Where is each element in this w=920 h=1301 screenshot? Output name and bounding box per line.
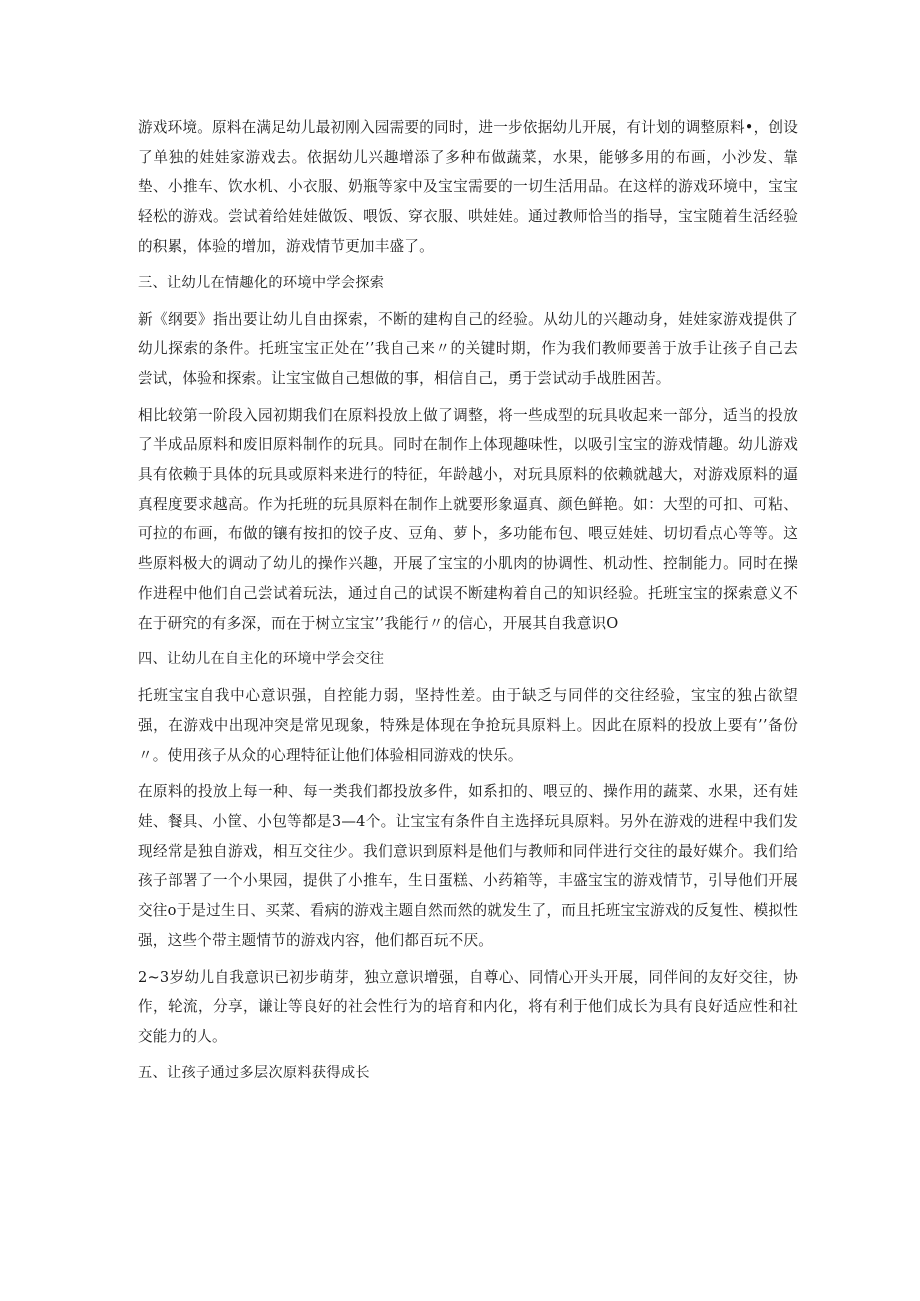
document-body bbox=[138, 113, 798, 1095]
paragraph-guidelines-exploration: 新《纲要》指出要让幼儿自由探索，不断的建构自己的经验。从幼儿的兴趣动身，娃娃家游戏提供了幼儿探索的条件。托班宝宝正处在’’我自己来〃的关键时期，作为我们教师要善于放手让孩子自己去尝试，体验和探索。让宝宝做自己想做的事，相信自己，勇于尝试动手战胜困苦。 bbox=[138, 310, 798, 387]
paragraph-social-development: 2~3岁幼儿自我意识已初步萌芽，独立意识增强，自尊心、同情心开头开展，同伴间的友好交往，协作，轮流，分享，谦让等良好的社会性行为的培育和内化，将有利于他们成长为具有良好适应性和社交能力的人。 bbox=[138, 968, 798, 1045]
paragraph-self-centered: 托班宝宝自我中心意识强，自控能力弱，坚持性差。由于缺乏与同伴的交往经验，宝宝的独占欲望强，在游戏中出现冲突是常见现象，特殊是体现在争抢玩具原料上。因此在原料的投放上要有’’备份〃。使用孩子从众的心理特征让他们体验相同游戏的快乐。 bbox=[138, 687, 798, 764]
paragraph-game-environment: 游戏环境。原料在满足幼儿最初刚入园需要的同时，进一步依据幼儿开展，有计划的调整原料•，创设了单独的娃娃家游戏去。依据幼儿兴趣增添了多种布做蔬菜，水果，能够多用的布画，小沙发、靠垫、小推车、饮水机、小衣服、奶瓶等家中及宝宝需要的一切生活用品。在这样的游戏环境中，宝宝轻松的游戏。尝试着给娃娃做饭、喂饭、穿衣服、哄娃娃。通过教师恰当的指导，宝宝随着生活经验的积累，体验的增加，游戏情节更加丰盛了。 bbox=[138, 119, 798, 255]
section-heading-5: 五、让孩子通过多层次原料获得成长 bbox=[138, 1064, 370, 1081]
paragraph-material-quantity: 在原料的投放上每一种、每一类我们都投放多件，如系扣的、喂豆的、操作用的蔬菜、水果，还有娃娃、餐具、小筐、小包等都是3—4个。让宝宝有条件自主选择玩具原料。另外在游戏的进程中我们发现经常是独自游戏，相互交往少。我们意识到原料是他们与教师和同伴进行交往的最好媒介。我们给孩子部署了一个小果园，提供了小推车，生日蛋糕、小药箱等，丰盛宝宝的游戏情节，引导他们开展交往o于是过生日、买菜、看病的游戏主题自然而然的就发生了，而且托班宝宝游戏的反复性、模拟性强，这些个带主题情节的游戏内容，他们都百玩不厌。 bbox=[138, 783, 798, 949]
section-heading-4: 四、让幼儿在自主化的环境中学会交往 bbox=[138, 651, 385, 668]
paragraph-material-adjustment: 相比较第一阶段入园初期我们在原料投放上做了调整，将一些成型的玩具收起来一部分，适当的投放了半成品原料和废旧原料制作的玩具。同时在制作上体现趣味性，以吸引宝宝的游戏情趣。幼儿游戏具有依赖于具体的玩具或原料来进行的特征，年龄越小，对玩具原料的依赖就越大，对游戏原料的逼真程度要求越高。作为托班的玩具原料在制作上就要形象逼真、颜色鲜艳。如：大型的可扣、可粘、可拉的布画，布做的镶有按扣的饺子皮、豆角、萝卜，多功能布包、喂豆娃娃、切切看点心等等。这些原料极大的调动了幼儿的操作兴趣，开展了宝宝的小肌肉的协调性、机动性、控制能力。同时在操作进程中他们自己尝试着玩法，通过自己的试误不断建构着自己的知识经验。托班宝宝的探索意义不在于研究的有多深，而在于树立宝宝’’我能行〃的信心，开展其自我意识O bbox=[138, 406, 798, 632]
section-heading-3: 三、让幼儿在情趣化的环境中学会探索 bbox=[138, 274, 385, 291]
